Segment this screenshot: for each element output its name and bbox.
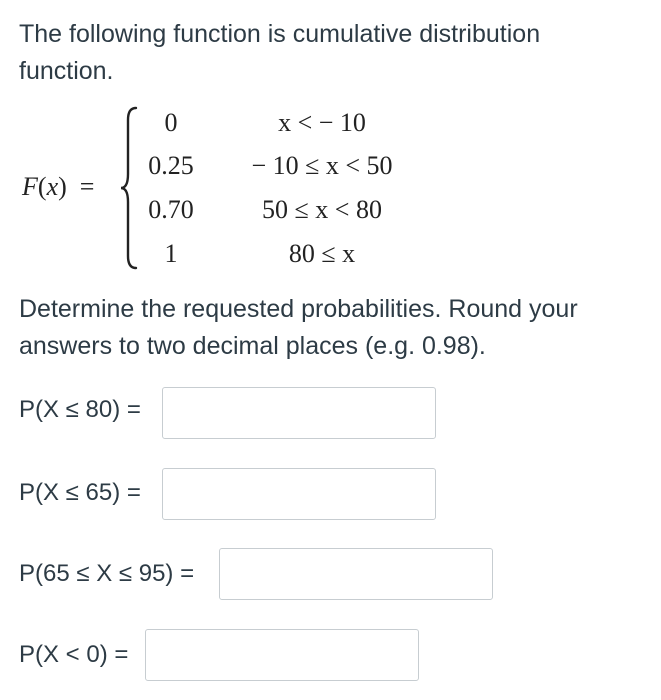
answer-input-p-x-le-80[interactable] (162, 387, 436, 439)
answer-input-p-x-lt-0[interactable] (145, 629, 419, 681)
left-brace-icon (118, 106, 140, 270)
case-value: 0.25 (148, 151, 194, 180)
question-label: P(65 ≤ X ≤ 95) = (19, 560, 195, 587)
case-condition: 50 ≤ x < 80 (262, 195, 382, 224)
case-value: 1 (164, 239, 178, 268)
case-value: 0 (164, 108, 178, 137)
case-condition: x < − 10 (278, 108, 366, 137)
case-condition: 80 ≤ x (288, 239, 356, 268)
answer-input-p-x-le-65[interactable] (162, 468, 436, 520)
question-label: P(X ≤ 80) = (19, 396, 141, 423)
answer-input-p-65-le-x-le-95[interactable] (219, 548, 493, 600)
function-symbol: F (22, 172, 38, 201)
question-label: P(X < 0) = (19, 641, 129, 668)
function-name: F(x) = (22, 172, 95, 201)
question-label: P(X ≤ 65) = (19, 479, 141, 506)
case-condition: − 10 ≤ x < 50 (251, 151, 393, 180)
intro-text: The following function is cumulative distribution function. (19, 20, 541, 85)
instructions-text: Determine the requested probabilities. Round your answers to two decimal places (e.g. 0.98). (19, 295, 578, 360)
function-argument: x (46, 172, 59, 201)
case-value: 0.70 (148, 195, 194, 224)
